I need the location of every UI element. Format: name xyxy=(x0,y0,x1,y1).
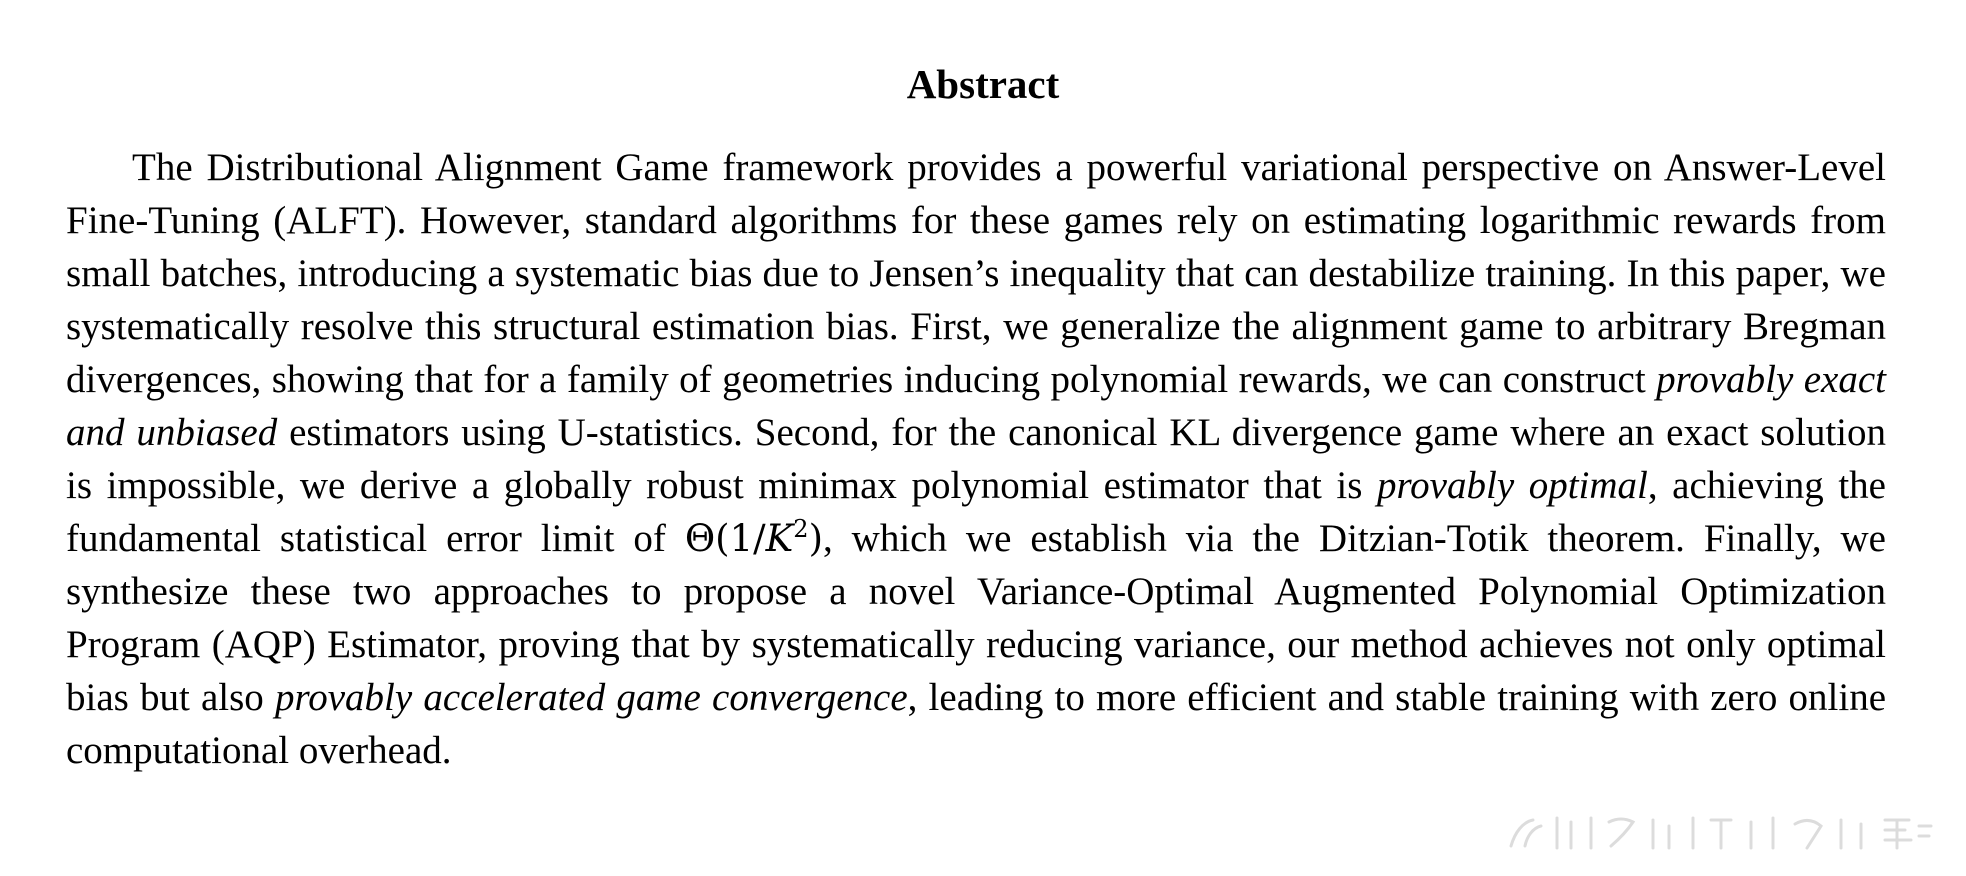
error-bound-formula xyxy=(685,517,823,560)
emphasis-provably-optimal: provably optimal xyxy=(1376,464,1648,507)
abstract-text-part-3: , achieving the fundamental statistical error limit of xyxy=(66,464,1886,560)
formula-exponent: 2 xyxy=(793,515,809,543)
abstract-heading: Abstract xyxy=(906,61,1060,107)
abstract-text-part-4: , which we establish via the Ditzian-Totik theorem. Finally, we synthesize these two approaches to propose a novel Variance-Optimal Augmented Polynomial Optimization Program (AQP) Estimator, proving that by systematically reducing variance, our method achieves not only optimal bias but also xyxy=(66,517,1886,719)
formula-prefix: Θ(1/ xyxy=(684,517,766,560)
abstract-paragraph xyxy=(66,141,1886,777)
formula-variable: K xyxy=(765,517,794,560)
abstract-text-part-1: The Distributional Alignment Game framework provides a powerful variational perspective on Answer-Level Fine-Tuning (ALFT). However, standard algorithms for these games rely on estimating logarithmic rewards from small batches, introducing a systematic bias due to Jensen’s inequality that can destabilize training. In this paper, we systematically resolve this structural estimation bias. First, we generalize the alignment game to arbitrary Bregman divergences, showing that for a family of geometries inducing polynomial rewards, we can construct xyxy=(66,146,1886,401)
abstract-text-part-5: , leading to more efficient and stable training with zero online computational overhead. xyxy=(66,676,1887,772)
emphasis-exact-unbiased: provably exact and unbiased xyxy=(66,358,1886,454)
abstract-text-part-2: estimators using U-statistics. Second, for the canonical KL divergence game where an exact solution is impossible, we derive a globally robust minimax polynomial estimator that is xyxy=(66,411,1886,507)
formula-suffix: ) xyxy=(808,517,823,560)
watermark-logo-icon xyxy=(1505,812,1935,852)
emphasis-accelerated-convergence: provably accelerated game convergence xyxy=(274,676,908,719)
